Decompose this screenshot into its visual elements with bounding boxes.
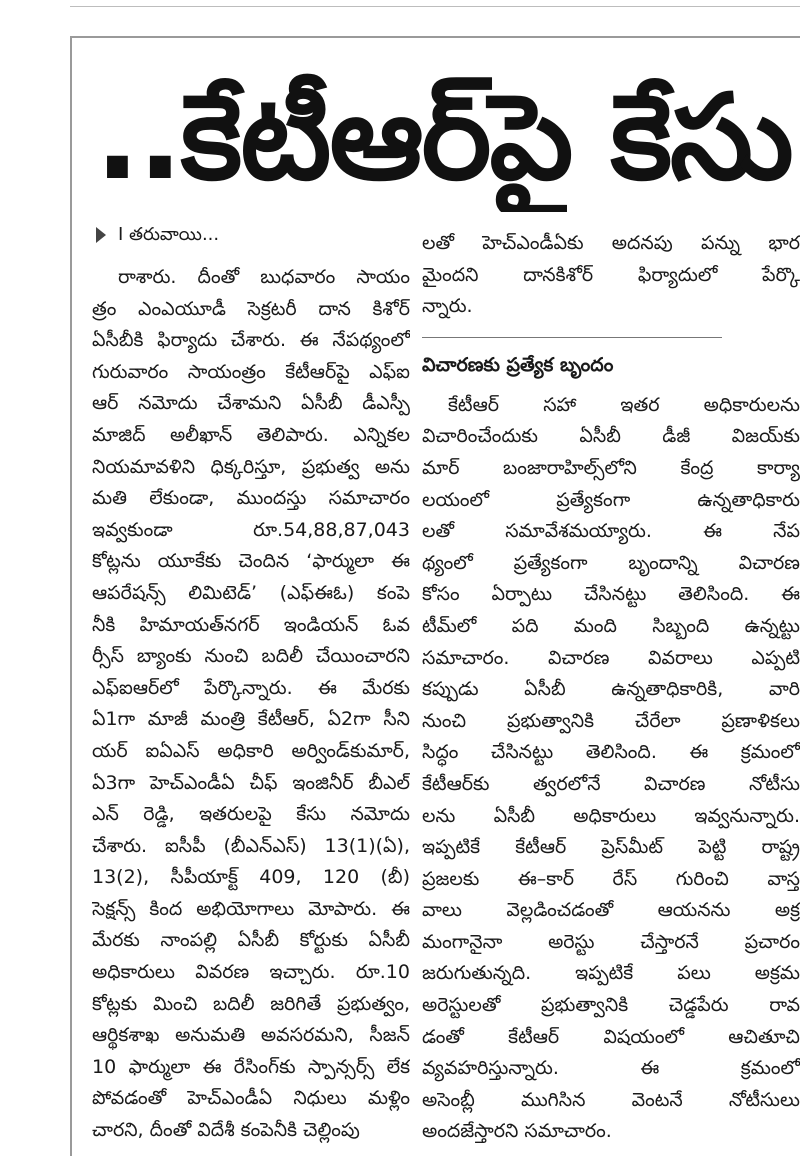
right-column-text-bottom bbox=[422, 390, 800, 1148]
text-line: అందజేస్తారని సమాచారం. bbox=[422, 1120, 612, 1143]
text-line: ఇవ్వకుండా రూ.54,88,87,043 bbox=[92, 518, 410, 541]
text-line: లను ఏసీబీ అధికారులు ఇవ్వనున్నారు. bbox=[422, 804, 800, 827]
text-line: చారని, దీంతో విదేశీ కంపెనీకి చెల్లింపు bbox=[92, 1119, 360, 1142]
text-line: రాశారు. దీంతో బుధవారం సాయం bbox=[118, 266, 410, 288]
text-line: ఆపరేషన్స్ లిమిటెడ్’ (ఎఫ్ఈఓ) కంపె bbox=[92, 581, 410, 604]
text-line: చేశారు. ఐసీపీ (బీఎన్ఎస్) 13(1)(ఏ), bbox=[92, 834, 410, 857]
headline: ..కేటీఆర్‌పై కేసు bbox=[95, 68, 792, 206]
text-line: అధికారులు వివరణ ఇచ్చారు. రూ.10 bbox=[92, 961, 410, 984]
text-line: ఆర్థికశాఖ అనుమతి అవసరమని, సీజన్ bbox=[92, 1024, 410, 1047]
text-line: 10 ఫార్ములా ఈ రేసింగ్‌కు స్పాన్సర్స్ లేక bbox=[92, 1055, 410, 1078]
text-line: టీమ్‌లో పది మంది సిబ్బంది ఉన్నట్టు bbox=[422, 614, 800, 637]
text-line: ఇప్పటికే కేటీఆర్ ప్రెస్‌మీట్ పెట్టి రాష్ట్ర bbox=[422, 836, 800, 859]
text-line: సమాచారం. విచారణ వివరాలు ఎప్పటి bbox=[422, 646, 800, 669]
text-line: లతో హెచ్ఎండీఏకు అదనపు పన్ను భార bbox=[422, 232, 800, 254]
text-line: త్రం ఎంఎయూడీ సెక్రటరీ దాన కిశోర్ bbox=[92, 297, 410, 320]
text-line: నీకి హిమాయత్‌నగర్ ఇండియన్ ఓవ bbox=[92, 613, 410, 636]
arrow-right-icon bbox=[96, 227, 106, 243]
text-line: అరెస్టులతో ప్రభుత్వానికి చెడ్డపేరు రావ bbox=[422, 994, 800, 1017]
text-line: కేటీఆర్ సహా ఇతర అధికారులను bbox=[448, 393, 800, 416]
text-line: గురువారం సాయంత్రం కేటీఆర్‌పై ఎఫ్ఐ bbox=[92, 360, 410, 383]
text-line: సెక్షన్స్ కింద అభియోగాలు మోపారు. ఈ bbox=[92, 897, 410, 920]
text-line: లయంలో ప్రత్యేకంగా ఉన్నతాధికారు bbox=[422, 488, 800, 511]
text-line: పోవడంతో హెచ్ఎండీఏ నిధులు మళ్లిం bbox=[92, 1087, 410, 1110]
text-line: ఆర్ నమోదు చేశామని ఏసీబీ డీఎస్పీ bbox=[92, 392, 410, 415]
text-line: 13(2), సీపీయాక్ట్ 409, 120 (బీ) bbox=[92, 866, 410, 889]
left-column bbox=[92, 218, 410, 1147]
text-line: కోసం ఏర్పాటు చేసినట్టు తెలిసింది. ఈ bbox=[422, 583, 800, 606]
text-line: థ్యంలో ప్రత్యేకంగా బృందాన్ని విచారణ bbox=[422, 551, 800, 574]
text-line: కేటీఆర్‌కు త్వరలోనే విచారణ నోటీసు bbox=[422, 772, 800, 795]
text-line: జరుగుతున్నది. ఇప్పటికే పలు అక్రమ bbox=[422, 962, 800, 985]
continuation-marker bbox=[92, 218, 410, 252]
text-line: ఎన్ రెడ్డి, ఇతరులపై కేసు నమోదు bbox=[92, 803, 410, 826]
section-subheading: విచారణకు ప్రత్యేక బృందం bbox=[422, 353, 614, 376]
text-line: వాలు వెల్లడించడంతో ఆయనను అక్ర bbox=[422, 899, 800, 922]
right-column bbox=[422, 228, 800, 1148]
text-line: సిద్ధం చేసినట్టు తెలిసింది. ఈ క్రమంలో bbox=[422, 741, 800, 764]
text-line: మాజిద్ అలీఖాన్ తెలిపారు. ఎన్నికల bbox=[92, 423, 410, 446]
text-line: అసెంబ్లీ ముగిసిన వెంటనే నోటీసులు bbox=[422, 1088, 800, 1111]
text-line: మేరకు నాంపల్లి ఏసీబీ కోర్టుకు ఏసీబీ bbox=[92, 929, 410, 952]
text-line: ప్రజలకు ఈ–కార్ రేస్ గురించి వాస్త bbox=[422, 867, 800, 890]
text-line: కోట్లకు మించి బదిలీ జరిగితే ప్రభుత్వం, bbox=[92, 992, 410, 1015]
right-column-text-top bbox=[422, 228, 800, 323]
text-line: ఏ3గా హెచ్ఎండీఏ చీఫ్ ఇంజినీర్ బీఎల్ bbox=[92, 771, 410, 794]
text-line: విచారించేందుకు ఏసీబీ డీజీ విజయ్‌కు bbox=[422, 425, 800, 448]
text-line: ఎఫ్ఐఆర్‌లో పేర్కొన్నారు. ఈ మేరకు bbox=[92, 676, 410, 699]
continuation-label: I తరువాయి... bbox=[118, 224, 220, 246]
text-line: డంతో కేటీఆర్ విషయంలో ఆచితూచి bbox=[422, 1025, 800, 1048]
text-line: మతి లేకుండా, ముందస్తు సమాచారం bbox=[92, 487, 410, 510]
text-line: వ్యవహరిస్తున్నారు. ఈ క్రమంలో bbox=[422, 1057, 800, 1080]
text-line: మార్ బంజారాహిల్స్‌లోని కేంద్ర కార్యా bbox=[422, 456, 800, 479]
text-line: కప్పుడు ఏసీబీ ఉన్నతాధికారికి, వారి bbox=[422, 678, 800, 701]
text-line: ఏ1గా మాజీ మంత్రి కేటీఆర్, ఏ2గా సీని bbox=[92, 708, 410, 731]
text-line: ర్సీస్ బ్యాంకు నుంచి బదిలీ చేయించారని bbox=[92, 645, 410, 668]
section-divider bbox=[422, 337, 722, 338]
text-line: నుంచి ప్రభుత్వానికి చేరేలా ప్రణాళికలు bbox=[422, 709, 800, 732]
top-rule bbox=[70, 6, 800, 7]
text-line: నియమావళిని ధిక్కరిస్తూ, ప్రభుత్వ అను bbox=[92, 455, 410, 478]
left-column-text bbox=[92, 262, 410, 1147]
text-line: మైందని దానకిశోర్ ఫిర్యాదులో పేర్కొ bbox=[422, 263, 800, 286]
text-line: ఏసీబీకి ఫిర్యాదు చేశారు. ఈ నేపథ్యంలో bbox=[92, 329, 410, 352]
text-line: లతో సమావేశమయ్యారు. ఈ నేప bbox=[422, 520, 800, 543]
text-line: కోట్లను యూకేకు చెందిన ‘ఫార్ములా ఈ bbox=[92, 550, 410, 573]
text-line: న్నారు. bbox=[422, 295, 473, 318]
text-line: యర్ ఐఏఎస్ అధికారి అర్విండ్‌కుమార్, bbox=[92, 739, 410, 762]
text-line: మంగానైనా అరెస్టు చేస్తారనే ప్రచారం bbox=[422, 930, 800, 953]
